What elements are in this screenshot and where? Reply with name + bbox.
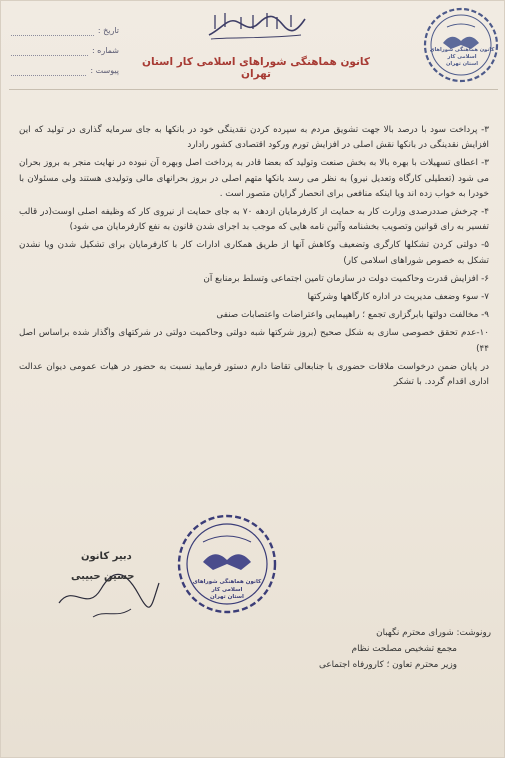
official-stamp	[173, 504, 281, 639]
paragraph-1: ۳- پرداخت سود با درصد بالا جهت تشویق مردم به سپرده کردن نقدینگی خود در بانکها به جای سرمایه گذاری در تولید که این افزایش نقدینگی در بانکها نقش اصلی در افزایش تورم ورکود اقتصادی کشور رادارد	[19, 125, 489, 151]
stamp-caption-line-2: استان تهران	[210, 594, 244, 600]
organization-logo	[421, 5, 501, 85]
paragraph-3: ۴- چرخش صددرصدی وزارت کار به حمایت از کارفرمایان ازدهه ۷۰ به جای حمایت از نیروی کار که وظیفه اصلی اوست(در قالب تفسیر به رای قوانین وتصویب بخشنامه وآئین نامه هایی که موجب بد اجرای شدن قانون به نفع کارفرمایان می شود)	[19, 207, 489, 233]
organization-title: کانون هماهنگی شوراهای اسلامی کار استان تهران	[141, 56, 370, 80]
header-divider	[9, 89, 498, 90]
stamp-caption	[187, 579, 267, 602]
attachment-field	[11, 61, 119, 80]
number-field	[11, 41, 119, 60]
date-field	[11, 21, 119, 40]
bismillah-calligraphy	[201, 9, 311, 43]
attachment-dotted-line	[11, 66, 86, 76]
signature-block	[53, 543, 163, 643]
carbon-copy-list	[251, 625, 491, 673]
letter-meta-fields	[11, 21, 119, 81]
logo-caption	[427, 47, 497, 68]
attachment-label: پیوست :	[90, 66, 119, 75]
paragraph-2: ۳- اعطای تسهیلات با بهره بالا به بخش صنعت وتولید که بعضا قادر به پرداخت اصل وبهره آن نبوده در نهایت منجر به بروز بحران می شود (تعطیلی کارگاه وتعدیل نیرو) به نظر می رسد بانکها متهم اصلی در بروز بحرانهای مالی وتولیدی هستند ولی مسئولان با خودرا به خواب زده اند ویا اینکه منافعی برای انحصار گرایان متصور است .	[19, 158, 489, 199]
signer-title: دبیر کانون	[81, 551, 132, 562]
paragraph-8: ۱۰-عدم تحقق خصوصی سازی به شکل صحیح (بروز شرکتها شبه دولتی وحاکمیت دولتی در شرکتهای واگذار شده براساس اصل ۴۴)	[19, 328, 489, 354]
cc-recipient-1: مجمع تشخیص مصلحت نظام	[351, 644, 457, 654]
paragraph-6: ۷- سوء وضعف مدیریت در اداره کارگاهها وشرکتها	[307, 292, 489, 303]
cc-heading: رونوشت: شورای محترم نگهبان	[376, 628, 491, 638]
letter-body	[19, 123, 489, 393]
stamp-caption-line-1: کانون هماهنگی شوراهای اسلامی کار	[192, 579, 262, 593]
closing-paragraph: در پایان ضمن درخواست ملاقات حضوری با جنابعالی تقاضا دارم دستور فرمایید نسبت به حضور در هیات عمومی دیوان عدالت اداری اقدام گردد. با تشکر	[19, 361, 489, 388]
signer-name: حسین حبیبی	[71, 571, 135, 582]
date-label: تاریخ :	[97, 26, 119, 35]
paragraph-4: ۵- دولتی کردن تشکلها کارگری وتضعیف وکاهش آنها از طریق همکاری ادارات کار با کارفرمایان برای تشکیل شدن ویا نشدن تشکل به خصوص شوراهای اسلامی کار)	[19, 240, 489, 266]
paragraph-5: ۶- افزایش قدرت وحاکمیت دولت در سازمان تامین اجتماعی وتسلط برمنابع آن	[203, 273, 489, 284]
paragraph-7: ۹- مخالفت دولتها بابرگزاری تجمع ؛ راهپیمایی واعتراضات واعتصابات صنفی	[216, 310, 489, 321]
number-label: شماره :	[91, 46, 119, 55]
logo-caption-line-1: کانون هماهنگی شوراهای اسلامی کار	[429, 47, 495, 60]
date-dotted-line	[11, 26, 94, 36]
logo-caption-line-2: استان تهران	[446, 61, 478, 67]
cc-recipient-2: وزیر محترم تعاون ؛ کارورفاه اجتماعی	[319, 660, 457, 670]
letterhead	[1, 1, 505, 93]
number-dotted-line	[11, 46, 88, 56]
